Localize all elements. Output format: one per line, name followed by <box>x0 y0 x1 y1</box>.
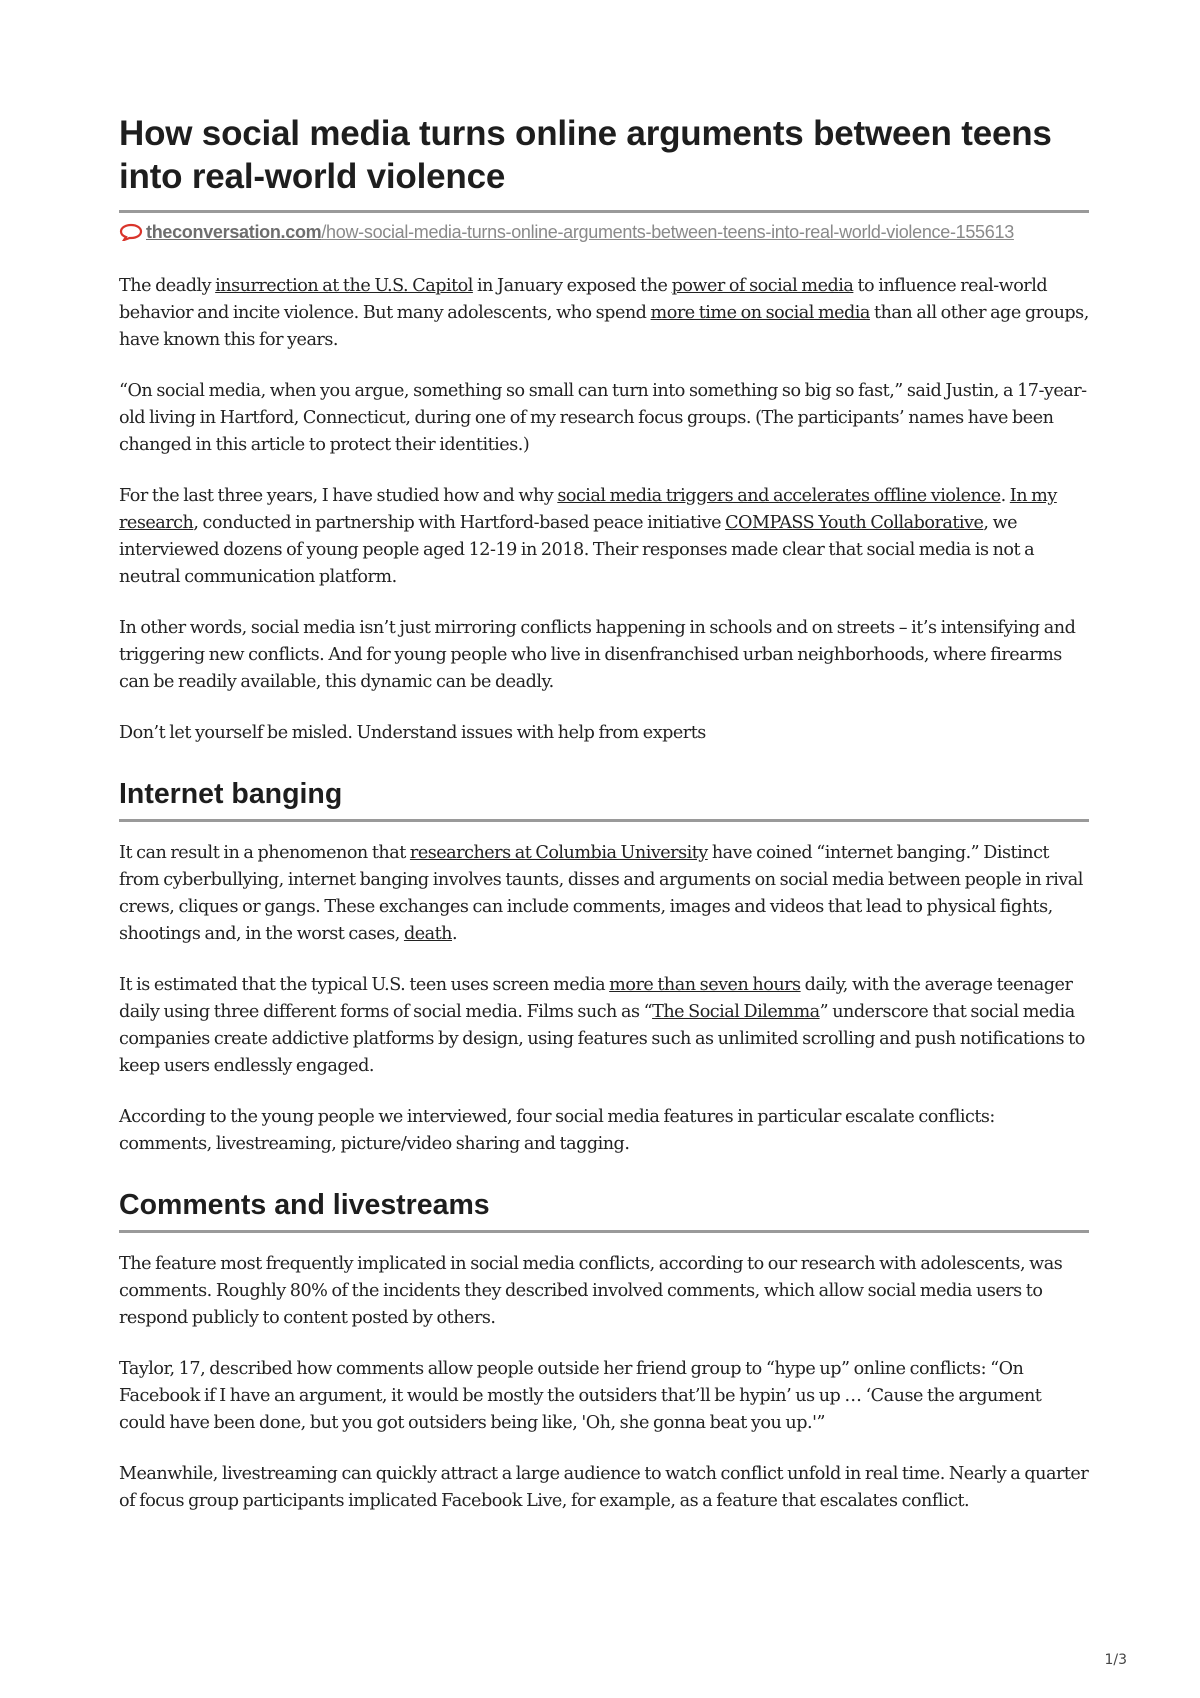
text-run: It is estimated that the typical U.S. teen uses screen media <box>119 975 610 995</box>
inline-link[interactable]: power of social media <box>671 276 854 296</box>
text-run: in January exposed the <box>472 276 672 296</box>
paragraph <box>119 840 1089 948</box>
paragraph <box>119 1461 1089 1515</box>
source-link[interactable] <box>119 221 1089 243</box>
paragraph <box>119 1251 1089 1332</box>
text-run: . <box>452 924 458 944</box>
paragraph <box>119 1104 1089 1158</box>
paragraph <box>119 615 1089 696</box>
text-run: to influence real-world behavior and incite violence. But many adolescents, who spend <box>119 276 1048 323</box>
inline-link[interactable]: social media triggers and accelerates offline violence <box>557 486 1001 506</box>
page-number: 1/3 <box>1104 1652 1127 1668</box>
article-title: How social media turns online arguments between teens into real-world violence <box>119 114 1052 196</box>
text-run: than all other age groups, have known this for years. <box>119 303 1089 350</box>
inline-link[interactable]: more than seven hours <box>609 975 801 995</box>
section-divider <box>119 1230 1089 1233</box>
source-domain[interactable]: theconversation.com <box>146 222 322 242</box>
article <box>119 112 1089 1539</box>
speech-bubble-icon <box>119 223 143 241</box>
paragraph <box>119 483 1089 591</box>
inline-link[interactable]: In my research <box>119 486 1057 533</box>
text-run: daily, with the average teenager daily using three different forms of social media. Films such as “ <box>119 975 1073 1022</box>
paragraph <box>119 273 1089 354</box>
inline-link[interactable]: death <box>403 924 453 944</box>
text-run: , conducted in partnership with Hartford-based peace initiative <box>193 513 726 533</box>
title-divider <box>119 210 1089 213</box>
text-run: For the last three years, I have studied how and why <box>119 486 558 506</box>
inline-link[interactable]: COMPASS Youth Collaborative <box>725 513 984 533</box>
section-divider <box>119 819 1089 822</box>
text-run: Don’t let yourself be misled. Understand issues with help from experts <box>119 723 706 743</box>
text-run: The deadly <box>119 276 216 296</box>
text-run: It can result in a phenomenon that <box>119 843 410 863</box>
inline-link[interactable]: more time on social media <box>650 303 870 323</box>
text-run: In other words, social media isn’t just mirroring conflicts happening in schools and on streets – it’s intensifying and triggering new conflicts. And for young people who live in disenfranchised urban neighborhoods, where firearms can be readily available, this dynamic can be deadly. <box>119 618 1076 692</box>
text-run: “On social media, when you argue, something so small can turn into something so big so fast,” said Justin, a 17-year-old living in Hartford, Connecticut, during one of my research focus groups. (The participants’ names have been changed in this article to protect their identities.) <box>119 381 1087 455</box>
text-run: According to the young people we interviewed, four social media features in particular escalate conflicts: comments, livestreaming, picture/video sharing and tagging. <box>119 1107 995 1154</box>
text-run: , we interviewed dozens of young people aged 12-19 in 2018. Their responses made clear that social media is not a neutral communication platform. <box>119 513 1035 587</box>
text-run: Taylor, 17, described how comments allow people outside her friend group to “hype up” online conflicts: “On Facebook if I have an argument, it would be mostly the outsiders that’ll be hypin’ us up … ‘Cause the argument could have been done, but you got outsiders being like, 'Oh, she gonna beat you up.'” <box>119 1359 1042 1433</box>
inline-link[interactable]: researchers at Columbia University <box>409 843 708 863</box>
section-heading: Internet banging <box>119 778 343 810</box>
text-run: . <box>1000 486 1010 506</box>
section-heading: Comments and livestreams <box>119 1189 490 1221</box>
text-run: ” underscore that social media companies create addictive platforms by design, using features such as unlimited scrolling and push notifications to keep users endlessly engaged. <box>119 1002 1085 1076</box>
article-body <box>119 273 1089 1515</box>
paragraph <box>119 972 1089 1080</box>
text-run: The feature most frequently implicated in social media conflicts, according to our research with adolescents, was comments. Roughly 80% of the incidents they described involved comments, which allow social media users to respond publicly to content posted by others. <box>119 1254 1063 1328</box>
inline-link[interactable]: The Social Dilemma <box>652 1002 820 1022</box>
paragraph <box>119 378 1089 459</box>
source-path[interactable]: /how-social-media-turns-online-arguments-between-teens-into-real-world-violence-155613 <box>321 222 1014 242</box>
paragraph <box>119 720 1089 747</box>
paragraph <box>119 1356 1089 1437</box>
text-run: Meanwhile, livestreaming can quickly attract a large audience to watch conflict unfold in real time. Nearly a quarter of focus group participants implicated Facebook Live, for example, as a feature that escalates conflict. <box>119 1464 1089 1511</box>
inline-link[interactable]: insurrection at the U.S. Capitol <box>215 276 473 296</box>
text-run: have coined “internet banging.” Distinct from cyberbullying, internet banging involves taunts, disses and arguments on social media between people in rival crews, cliques or gangs. These exchanges can include comments, images and videos that lead to physical fights, shootings and, in the worst cases, <box>119 843 1083 944</box>
